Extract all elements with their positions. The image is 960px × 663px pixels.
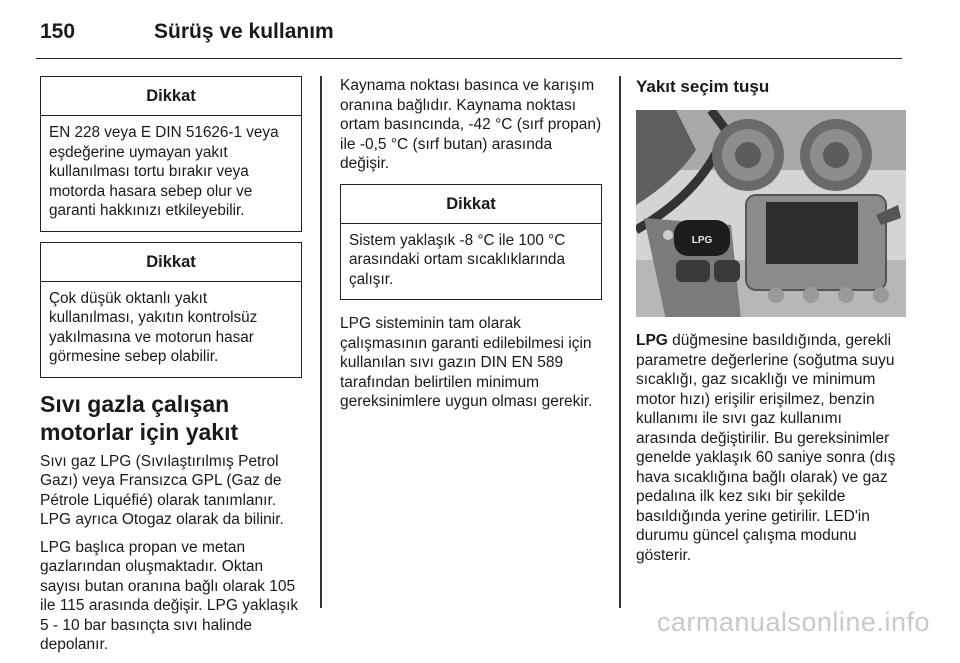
note-box — [40, 76, 302, 232]
column-left — [40, 76, 302, 663]
note-text: Çok düşük oktanlı yakıt kullanılması, yakıtın kontrolsüz yakılmasına ve motorun hasar görmesine sebep olabilir. — [49, 289, 258, 365]
lpg-term: LPG — [636, 332, 668, 349]
paragraph: LPG sisteminin tam olarak çalışmasının garanti edilebilmesi için kullanılan sıvı gazın DIN EN 589 tarafından belirtilen minimum gereksinimlere uygun olması gerekir. — [340, 315, 593, 410]
paragraph: Kaynama noktası basınca ve karışım oranına bağlıdır. Kaynama noktası ortam basıncında, -42 °C (sırf propan) ile -0,5 °C (sırf butan) arasında değişir. — [340, 77, 602, 172]
paragraph-text: düğmesine basıldığında, gerekli parametre değerlerine (soğutma suyu sıcaklığı, gaz sıcaklığı ve minimum motor hızı) erişilir erişilmez, benzin kullanımı ile sıvı gaz kullanımı arasında değiştirilir. Bu gereksinimler genelde yaklaşık 60 saniye sonra (dış hava sıcaklığına bağlı olarak) ve gaz pedalına ilk kez sıkı bir şekilde basıldığında yerine getirilir. LED'in durumu güncel çalışma modunu gösterir. — [636, 332, 896, 564]
page-header — [36, 0, 902, 59]
page-number: 150 — [40, 20, 76, 43]
note-box — [40, 242, 302, 378]
section-heading: Sıvı gazla çalışan motorlar için yakıt — [40, 390, 239, 445]
lpg-button-photo — [636, 110, 906, 317]
subsection-heading: Yakıt seçim tuşu — [636, 77, 770, 96]
section-title: Sürüş ve kullanım — [154, 20, 334, 43]
note-text: Sistem yaklaşık -8 °C ile 100 °C arasındaki ortam sıcaklıklarında çalışır. — [349, 231, 566, 288]
note-box — [340, 184, 602, 301]
column-divider — [619, 76, 621, 608]
paragraph: LPG başlıca propan ve metan gazlarından oluşmaktadır. Oktan sayısı butan oranına bağlı olarak 105 ile 115 arasında değişir. LPG yaklaşık 5 - 10 bar basınçta sıvı halinde depolanır. — [40, 538, 299, 653]
column-divider — [320, 76, 322, 608]
note-title: Dikkat — [341, 185, 601, 224]
paragraph — [636, 331, 906, 565]
note-text: EN 228 veya E DIN 51626-1 veya eşdeğerine uymayan yakıt kullanılması tortu bırakır veya motorda hasara sebep olur ve garanti hakkınızı etkileyebilir. — [49, 124, 279, 219]
column-right — [636, 76, 906, 573]
photo-button-label: LPG — [691, 235, 713, 246]
watermark: carmanualsonline.info — [656, 607, 930, 637]
paragraph: Sıvı gaz LPG (Sıvılaştırılmış Petrol Gazı) veya Fransızca GPL (Gaz de Pétrole Liquéfié) olarak tanımlanır. LPG ayrıca Otogaz olarak da bilinir. — [40, 452, 284, 528]
column-middle — [340, 76, 602, 420]
note-title: Dikkat — [41, 77, 301, 116]
note-title: Dikkat — [41, 243, 301, 282]
